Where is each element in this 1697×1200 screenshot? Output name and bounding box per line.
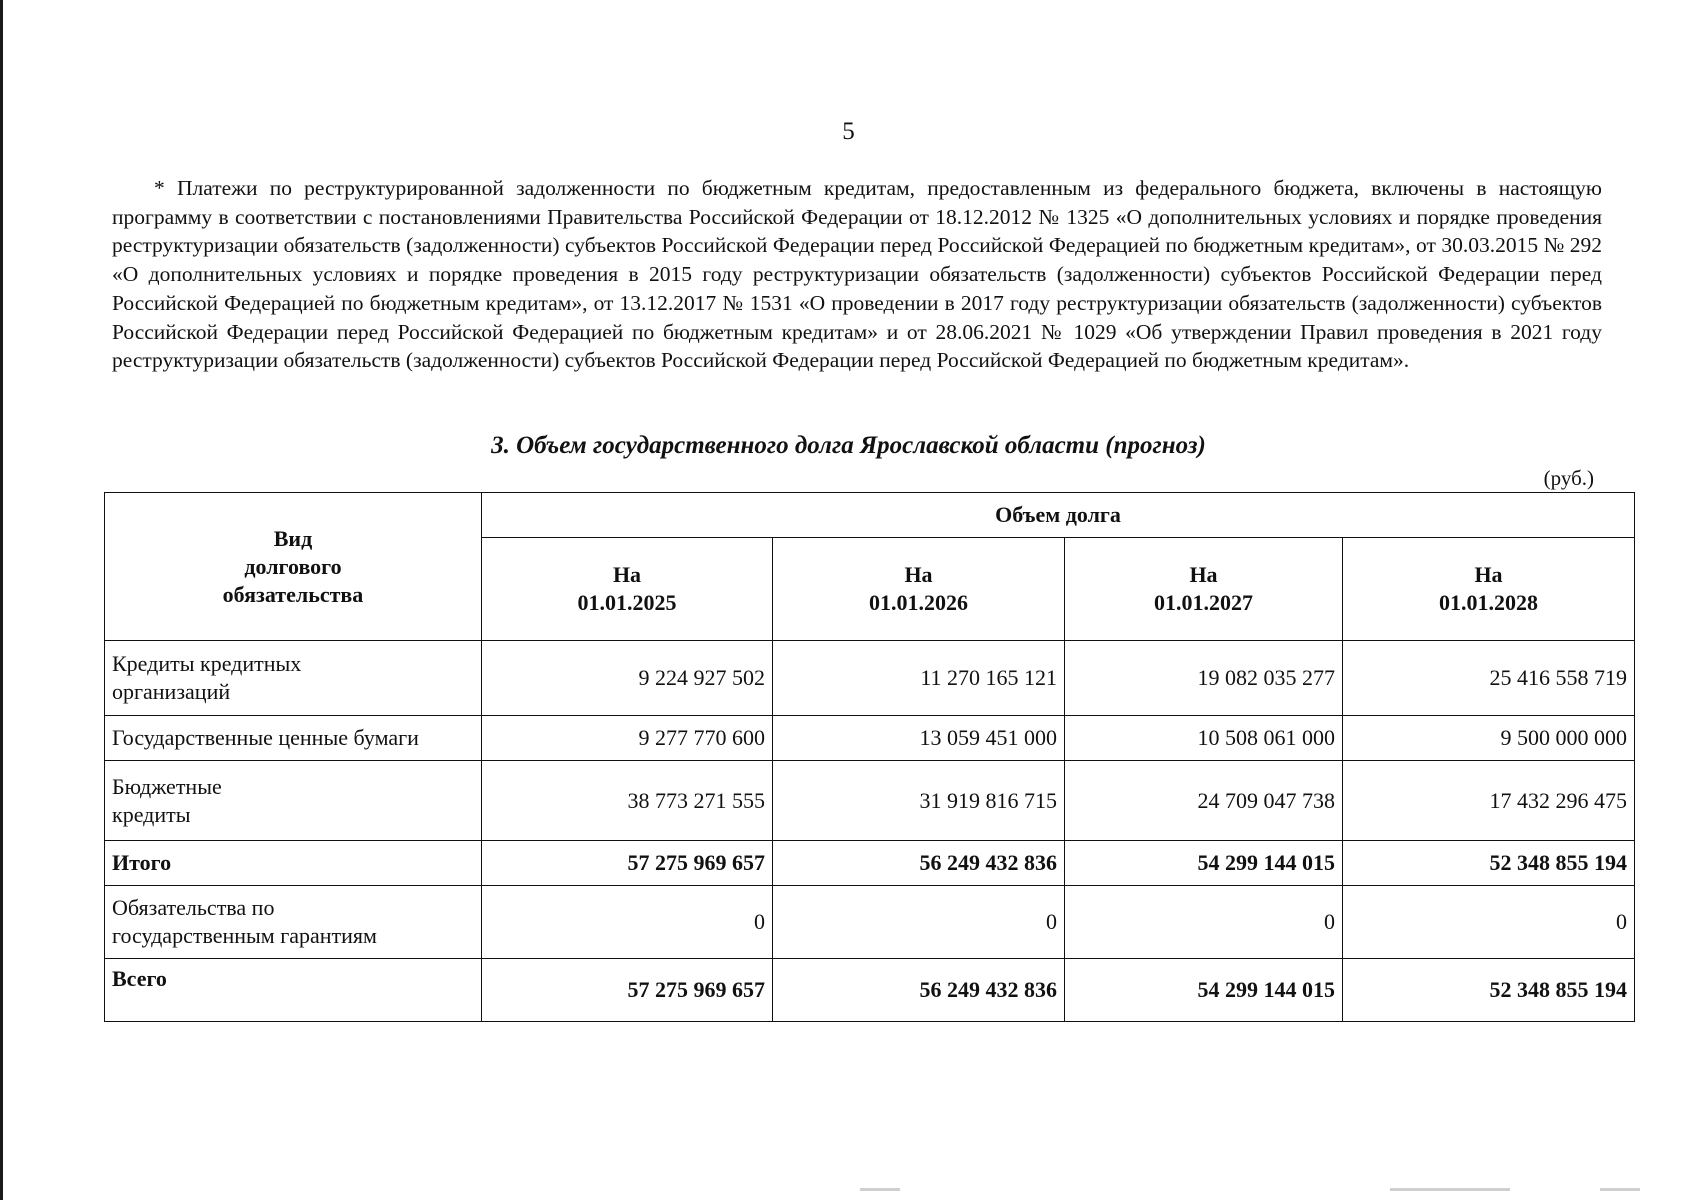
cell-value: 19 082 035 277 [1065,641,1343,716]
header-date-2027 [1065,538,1343,641]
scan-artifact [1390,1188,1510,1191]
cell-value: 56 249 432 836 [773,841,1065,886]
header-date-2026 [773,538,1065,641]
table-row-grand-total [105,959,1635,1022]
cell-value: 57 275 969 657 [482,959,773,1022]
header-date-2028 [1343,538,1635,641]
row-label [105,641,482,716]
cell-value: 0 [1065,886,1343,959]
header-date-value: 01.01.2027 [1154,590,1253,615]
header-date-2025 [482,538,773,641]
cell-value: 54 299 144 015 [1065,959,1343,1022]
row-label [105,761,482,841]
header-date-prefix: На [904,562,933,587]
cell-value: 11 270 165 121 [773,641,1065,716]
header-date-prefix: На [1474,562,1503,587]
table-row-state-guarantees [105,886,1635,959]
section-title: 3. Объем государственного долга Ярославской области (прогноз) [491,432,1206,459]
table-header-row-group [105,493,1635,538]
cell-value: 0 [1343,886,1635,959]
cell-value: 9 500 000 000 [1343,716,1635,761]
header-debt-type-line: долгового [244,553,342,579]
page-number: 5 [842,118,855,145]
header-date-prefix: На [612,562,642,587]
header-debt-type-line: обязательства [222,581,364,607]
row-label-line: организаций [112,679,231,704]
table-row-bank-credits [105,641,1635,716]
table-row-budget-credits [105,761,1635,841]
table-row-subtotal [105,841,1635,886]
cell-value: 24 709 047 738 [1065,761,1343,841]
cell-value: 52 348 855 194 [1343,959,1635,1022]
cell-value: 57 275 969 657 [482,841,773,886]
cell-value: 31 919 816 715 [773,761,1065,841]
cell-value: 38 773 271 555 [482,761,773,841]
row-label-line: Обязательства по [112,895,275,920]
debt-volume-table [104,492,1635,1022]
footnote-restructuring: * Платежи по реструктурированной задолженности по бюджетным кредитам, предоставленным из федерального бюджета, включены в настоящую программу в соответствии с постановлениями Правительства Российской Федерации от 18.12.2012 № 1325 «О дополнительных условиях и порядке проведения реструктуризации обязательств (задолженности) субъектов Российской Федерации перед Российской Федерацией по бюджетным кредитам», от 30.03.2015 № 292 «О дополнительных условиях и порядке проведения в 2015 году реструктуризации обязательств (задолженности) субъектов Российской Федерации перед Российской Федерацией по бюджетным кредитам», от 13.12.2017 № 1531 «О проведении в 2017 году реструктуризации обязательств (задолженности) субъектов Российской Федерации перед Российской Федерацией по бюджетным кредитам» и от 28.06.2021 № 1029 «Об утверждении Правил проведения в 2021 году реструктуризации обязательств (задолженности) субъектов Российской Федерации перед Российской Федерацией по бюджетным кредитам». [112,176,1602,373]
header-date-value: 01.01.2028 [1439,590,1538,615]
cell-value: 54 299 144 015 [1065,841,1343,886]
row-label [105,886,482,959]
header-date-prefix: На [1189,562,1218,587]
header-debt-volume: Объем долга [482,493,1635,538]
cell-value: 9 224 927 502 [482,641,773,716]
table-row-government-securities [105,716,1635,761]
row-label: Государственные ценные бумаги [105,716,482,761]
scan-artifact [860,1188,900,1191]
row-label-line: Кредиты кредитных [112,651,302,676]
cell-value: 10 508 061 000 [1065,716,1343,761]
cell-value: 13 059 451 000 [773,716,1065,761]
cell-value: 56 249 432 836 [773,959,1065,1022]
row-label-line: Бюджетные [112,773,222,799]
row-label: Итого [105,841,482,886]
row-label: Всего [105,959,482,1022]
scan-left-edge [0,0,3,1200]
scan-artifact [1600,1188,1640,1191]
unit-label: (руб.) [1543,466,1594,490]
cell-value: 25 416 558 719 [1343,641,1635,716]
header-date-value: 01.01.2026 [869,590,968,615]
cell-value: 17 432 296 475 [1343,761,1635,841]
row-label-line: кредиты [112,801,191,827]
header-date-value: 01.01.2025 [577,590,677,615]
cell-value: 0 [773,886,1065,959]
header-debt-type [105,493,482,641]
cell-value: 9 277 770 600 [482,716,773,761]
cell-value: 0 [482,886,773,959]
header-debt-type-line: Вид [273,525,313,551]
cell-value: 52 348 855 194 [1343,841,1635,886]
row-label-line: государственным гарантиям [112,923,377,948]
